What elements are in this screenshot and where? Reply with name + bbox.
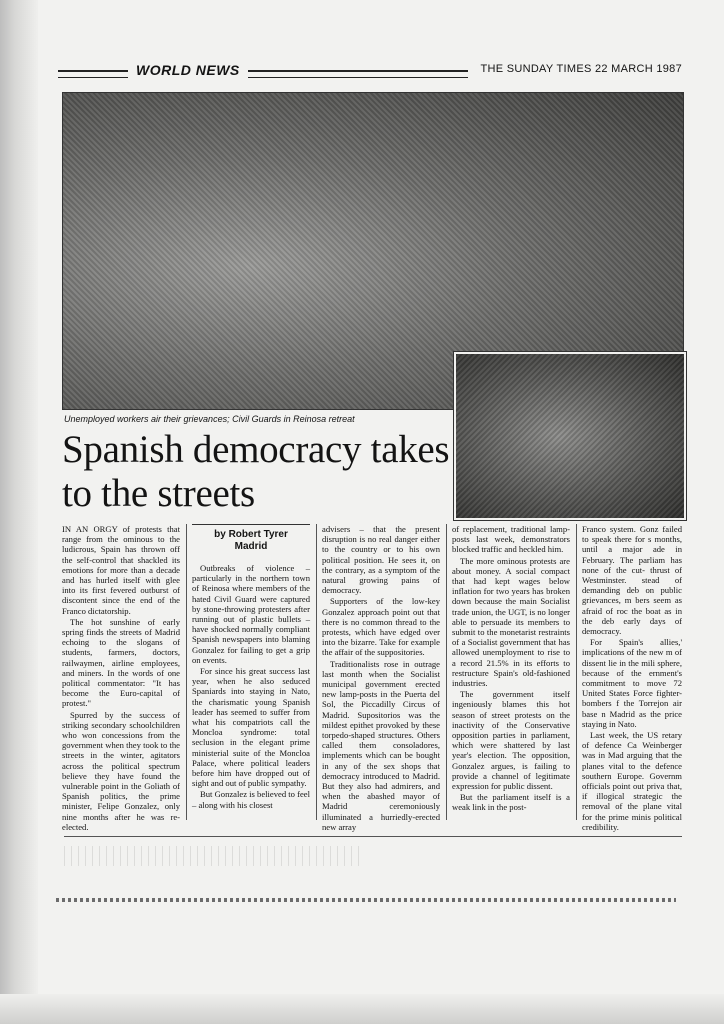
section-title: WORLD NEWS (136, 62, 240, 78)
paragraph: The hot sunshine of early spring finds the streets of Madrid echoing to the slogans of students, farmers, doctors, railwaymen, airline employees, and miners. In the words of one political commentator: "It has become the Euro-capital of protest." (62, 616, 180, 709)
scan-noise (64, 846, 364, 866)
paragraph: For since his great success last year, when he also seduced Spaniards into staying in Nato, the charismatic young Spanish leader has seemed to suffer from what his compatriots call the Moncloa syndrome: total seclusion in the elegant prime ministerial suite of the Moncloa Palace, where political leaders before him have dropped out of sight and out of public sympathy. (192, 666, 310, 789)
byline (192, 524, 310, 553)
article-column-4 (452, 524, 570, 814)
inset-photo (454, 352, 686, 520)
paragraph: Franco system. Gonz failed to speak there for s months, until a major ade in February. The parliam has none of the cut- thrust of Westminster. stead of demanding deb on public grievances, m bers seem as afraid of roc the boat as in the deb early days of democracy. (582, 524, 682, 637)
newspaper-clipping (46, 40, 686, 910)
column-rule (186, 524, 187, 820)
paragraph: IN AN ORGY of protests that range from the ominous to the ludicrous, Spain has thrown off the self-control that shackled its emotions for more than a decade and has hurled itself with glee into its first fevered outburst of discontent since the end of the Franco dictatorship. (62, 524, 180, 616)
paragraph: But the parliament itself is a weak link in the post- (452, 792, 570, 813)
headline: Spanish democracy takes to the streets (62, 428, 450, 515)
article-column-1 (62, 524, 180, 833)
paragraph: But Gonzalez is believed to feel – along with his closest (192, 789, 311, 810)
paragraph: Traditionalists rose in outrage last month when the Socialist municipal government erected new lamp-posts in the Puerta del Sol, the Piccadilly Circus of Madrid. Supositorios was the mildest epithet provoked by these torpedo-shaped structures. Others called them consoladores, implements which can be bought in any of the sex shops that democracy introduced to Madrid. But they also had admirers, and when the abashed mayor of Madrid ceremoniously illuminated a hurriedly-erected new array (322, 658, 440, 832)
paragraph: Supporters of the low-key Gonzalez approach point out that there is no common thread to the protests, which have edged over into the bizarre. Take for example the affair of the suppositories. (322, 596, 440, 658)
article-column-5 (582, 524, 682, 833)
paragraph: of replacement, traditional lamp-posts last week, demonstrators blocked traffic and heckled him. (452, 524, 570, 555)
masthead (58, 62, 682, 80)
paragraph: advisers – that the present disruption is no real danger either to the country or to his own political position. He sees it, on the contrary, as a symptom of the natural growing pains of democracy. (322, 524, 440, 596)
scan-shadow-bottom (0, 994, 724, 1024)
article-column-3 (322, 524, 440, 833)
paragraph: Last week, the US retary of defence Ca Weinberger was in Mad arguing that the planes vital to the defence southern Europe. Governm officials point out priva that, if illogical strategic the removal of the plane vital for the prime minis political credibility. (582, 730, 682, 832)
masthead-rule (248, 70, 468, 78)
photo-caption: Unemployed workers air their grievances; Civil Guards in Reinosa retreat (64, 414, 355, 424)
paragraph: The government itself ingeniously blames this hot season of street protests on the inactivity of the Conservative opposition parties in parliament, which were shattered by last year's election. The opposition, Gonzalez argues, is failing to provide a channel of legitimate expression for public dissent. (452, 689, 570, 792)
dateline: THE SUNDAY TIMES 22 MARCH 1987 (480, 63, 682, 75)
byline-location: Madrid (234, 541, 268, 552)
dotted-rule (56, 898, 676, 902)
column-rule (316, 524, 317, 820)
paragraph: Outbreaks of violence – particularly in the northern town of Reinosa where members of the hated Civil Guard were captured by stone-throwing protesters after running out of plastic bullets – have shocked normally compliant Spanish newspapers into blaming Gonzalez for failing to get a grip on events. (192, 563, 310, 665)
scan-shadow-left (0, 0, 38, 1024)
section-rule (58, 70, 128, 78)
footer-rule (64, 836, 682, 837)
paragraph: For Spain's allies,' implications of the new m of dissent lie in the mili sphere, because of the ernment's commitment to move 72 United States Force fighter-bombers f the Torrejon air base n Madrid as the price staying in Nato. (582, 637, 682, 729)
paragraph: Spurred by the success of striking secondary schoolchildren who won concessions from the government when they took to the streets in the winter, agitators across the political spectrum believe they have found the vulnerable point in the Goliath of Spanish politics, the prime minister, Felipe Gonzalez, only nine months after he was re-elected. (62, 709, 180, 832)
column-rule (446, 524, 447, 820)
column-rule (576, 524, 577, 820)
paragraph: The more ominous protests are about money. A social compact that had kept wages below inflation for two years has broken down because the main Socialist trade union, the UGT, is no longer able to persuade its members to submit to the monetarist restraints of a Socialist government that has allowed unemployment to rise to a record 21.5% in its efforts to restructure Spain's old-fashioned industries. (452, 555, 570, 689)
article-column-2 (192, 524, 310, 811)
byline-author: by Robert Tyrer (214, 529, 288, 540)
